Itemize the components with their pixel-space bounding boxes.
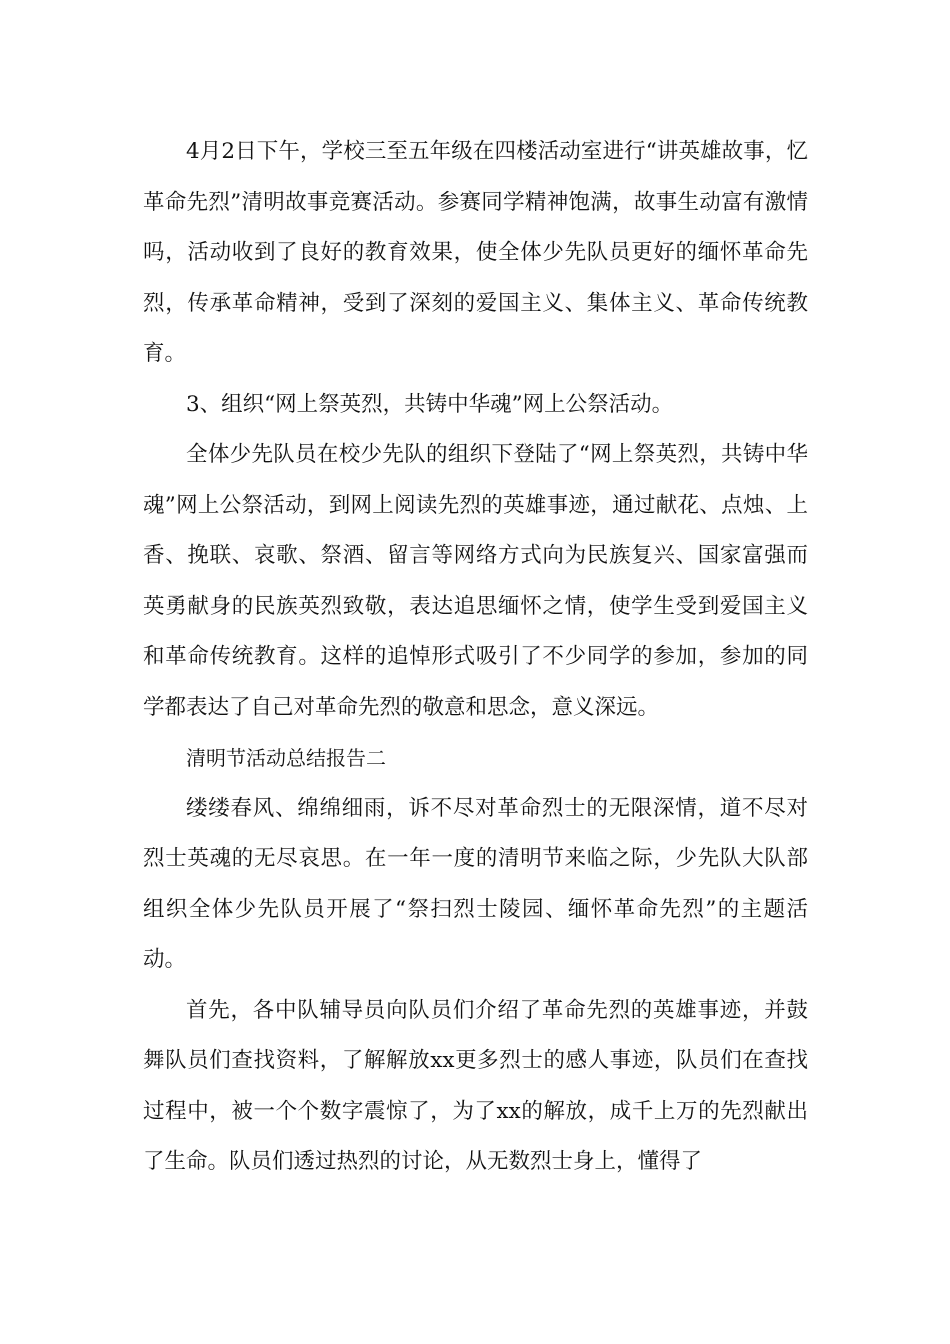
document-page xyxy=(143,127,808,1188)
paragraph-hero-story-contest: 4月2日下午，学校三至五年级在四楼活动室进行“讲英雄故事，忆革命先烈”清明故事竞赛活动。参赛同学精神饱满，故事生动富有激情吗，活动收到了良好的教育效果，使全体少先队员更好的缅怀革命先烈，传承革命精神，受到了深刻的爱国主义、集体主义、革命传统教育。 xyxy=(143,139,808,366)
paragraph-online-memorial-heading: 3、组织“网上祭英烈，共铸中华魂”网上公祭活动。 xyxy=(186,391,674,417)
paragraph-spring-rain: 缕缕春风、绵绵细雨，诉不尽对革命烈士的无限深情，道不尽对烈士英魂的无尽哀思。在一年一度的清明节来临之际，少先队大队部组织全体少先队员开展了“祭扫烈士陵园、缅怀革命先烈”的主题活动。 xyxy=(143,795,808,972)
paragraph-online-memorial: 全体少先队员在校少先队的组织下登陆了“网上祭英烈，共铸中华魂”网上公祭活动，到网上阅读先烈的英雄事迹，通过献花、点烛、上香、挽联、哀歌、祭酒、留言等网络方式向为民族复兴、国家富强而英勇献身的民族英烈致敬，表达追思缅怀之情，使学生受到爱国主义和革命传统教育。这样的追悼形式吸引了不少同学的参加，参加的同学都表达了自己对革命先烈的敬意和思念，意义深远。 xyxy=(143,442,808,720)
paragraph-first-counselors: 首先，各中队辅导员向队员们介绍了革命先烈的英雄事迹，并鼓舞队员们查找资料，了解解放xx更多烈士的感人事迹，队员们在查找过程中，被一个个数字震惊了，为了xx的解放，成千上万的先烈献出了生命。队员们透过热烈的讨论，从无数烈士身上，懂得了 xyxy=(143,997,808,1174)
section-title: 清明节活动总结报告二 xyxy=(186,746,386,770)
